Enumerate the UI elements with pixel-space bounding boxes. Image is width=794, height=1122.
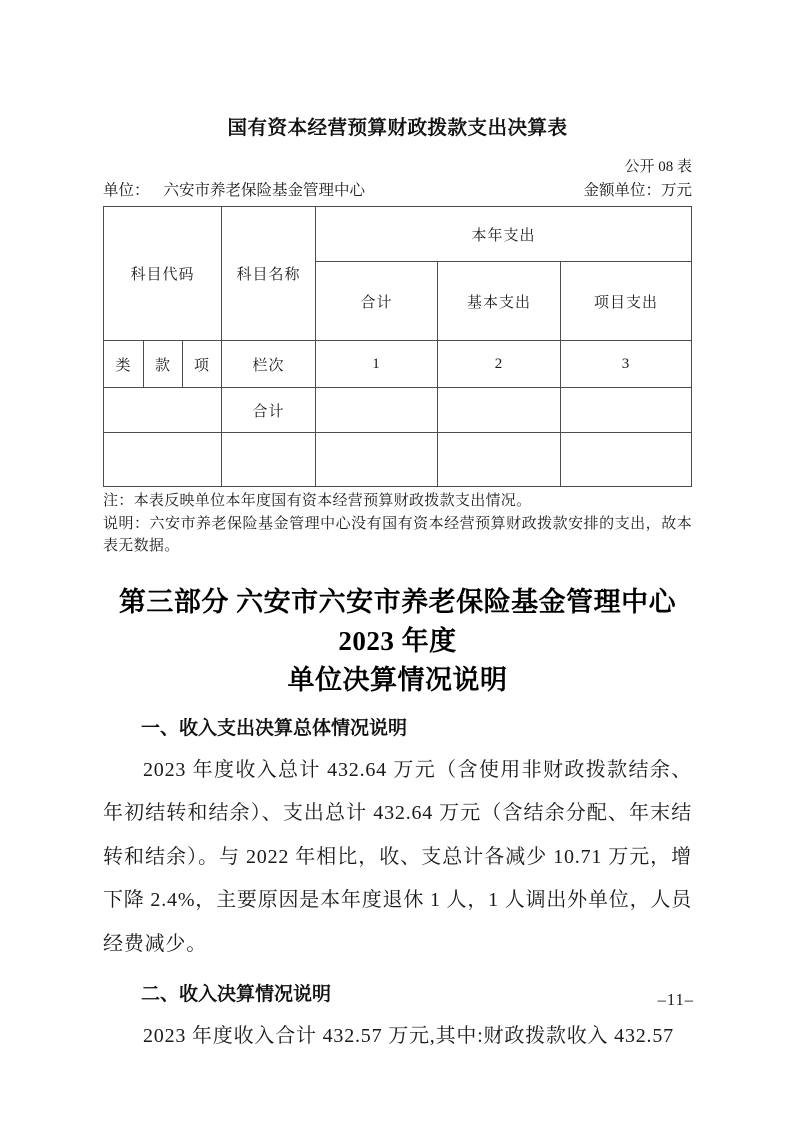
cell-row2-total bbox=[316, 433, 438, 487]
th-project-expenditure: 项目支出 bbox=[561, 262, 692, 341]
th-current-year-expenditure: 本年支出 bbox=[316, 207, 692, 262]
cell-lanci: 栏次 bbox=[222, 341, 316, 388]
amount-unit-label: 金额单位：万元 bbox=[583, 182, 692, 199]
cell-row2-project bbox=[561, 433, 692, 487]
cell-row2-basic bbox=[438, 433, 561, 487]
table-header-row-1 bbox=[104, 207, 692, 262]
table-explanation: 说明：六安市养老保险基金管理中心没有国有资本经营预算财政拨款安排的支出，故本表无数据。 bbox=[103, 515, 692, 554]
cell-row1-total bbox=[316, 388, 438, 433]
table-meta-row bbox=[103, 180, 692, 202]
cell-xiang: 项 bbox=[183, 341, 222, 388]
cell-row1-name: 合计 bbox=[222, 388, 316, 433]
th-subject-name: 科目名称 bbox=[222, 207, 316, 341]
cell-col-2: 2 bbox=[438, 341, 561, 388]
cell-col-1: 1 bbox=[316, 341, 438, 388]
part3-heading bbox=[103, 583, 692, 700]
th-subject-code: 科目代码 bbox=[104, 207, 222, 341]
cell-kuan: 款 bbox=[144, 341, 183, 388]
cell-row1-basic bbox=[438, 388, 561, 433]
table-row bbox=[104, 388, 692, 433]
section2-title: 二、收入决算情况说明 bbox=[141, 984, 332, 1005]
section1-paragraph: 2023 年度收入总计 432.64 万元（含使用非财政拨款结余、年初结转和结余）、支出总计 432.64 万元（含结余分配、年末结转和结余）。与 2022 年相比，收、支总计各减少 10.71 万元，增下降 2.4%，主要原因是本年度退休 1 人，1 人调出外单位，人员经费减少。 bbox=[103, 758, 692, 955]
part3-heading-line2: 单位决算情况说明 bbox=[287, 664, 508, 695]
page-title: 国有资本经营预算财政拨款支出决算表 bbox=[227, 117, 568, 139]
section2-paragraph: 2023 年度收入合计 432.57 万元,其中:财政拨款收入 432.57 bbox=[143, 1025, 674, 1047]
cell-row1-code bbox=[104, 388, 222, 433]
table-lanci-row bbox=[104, 341, 692, 388]
table-note: 注：本表反映单位本年度国有资本经营预算财政拨款支出情况。 bbox=[103, 493, 532, 509]
th-total: 合计 bbox=[316, 262, 438, 341]
section1-title: 一、收入支出决算总体情况说明 bbox=[141, 717, 408, 739]
table-notes bbox=[103, 490, 692, 558]
table-row bbox=[104, 433, 692, 487]
part3-heading-line1: 第三部分 六安市六安市养老保险基金管理中心 2023 年度 bbox=[118, 586, 677, 656]
unit-label: 单位： bbox=[103, 182, 150, 199]
cell-col-3: 3 bbox=[561, 341, 692, 388]
expenditure-table bbox=[103, 206, 692, 487]
page-number: –11– bbox=[657, 990, 694, 1009]
cell-row2-code bbox=[104, 433, 222, 487]
table-number: 公开 08 表 bbox=[624, 159, 692, 175]
unit-line bbox=[103, 180, 365, 202]
cell-row1-project bbox=[561, 388, 692, 433]
unit-value: 六安市养老保险基金管理中心 bbox=[163, 182, 366, 199]
cell-lei: 类 bbox=[104, 341, 144, 388]
th-basic-expenditure: 基本支出 bbox=[438, 262, 561, 341]
cell-row2-name bbox=[222, 433, 316, 487]
